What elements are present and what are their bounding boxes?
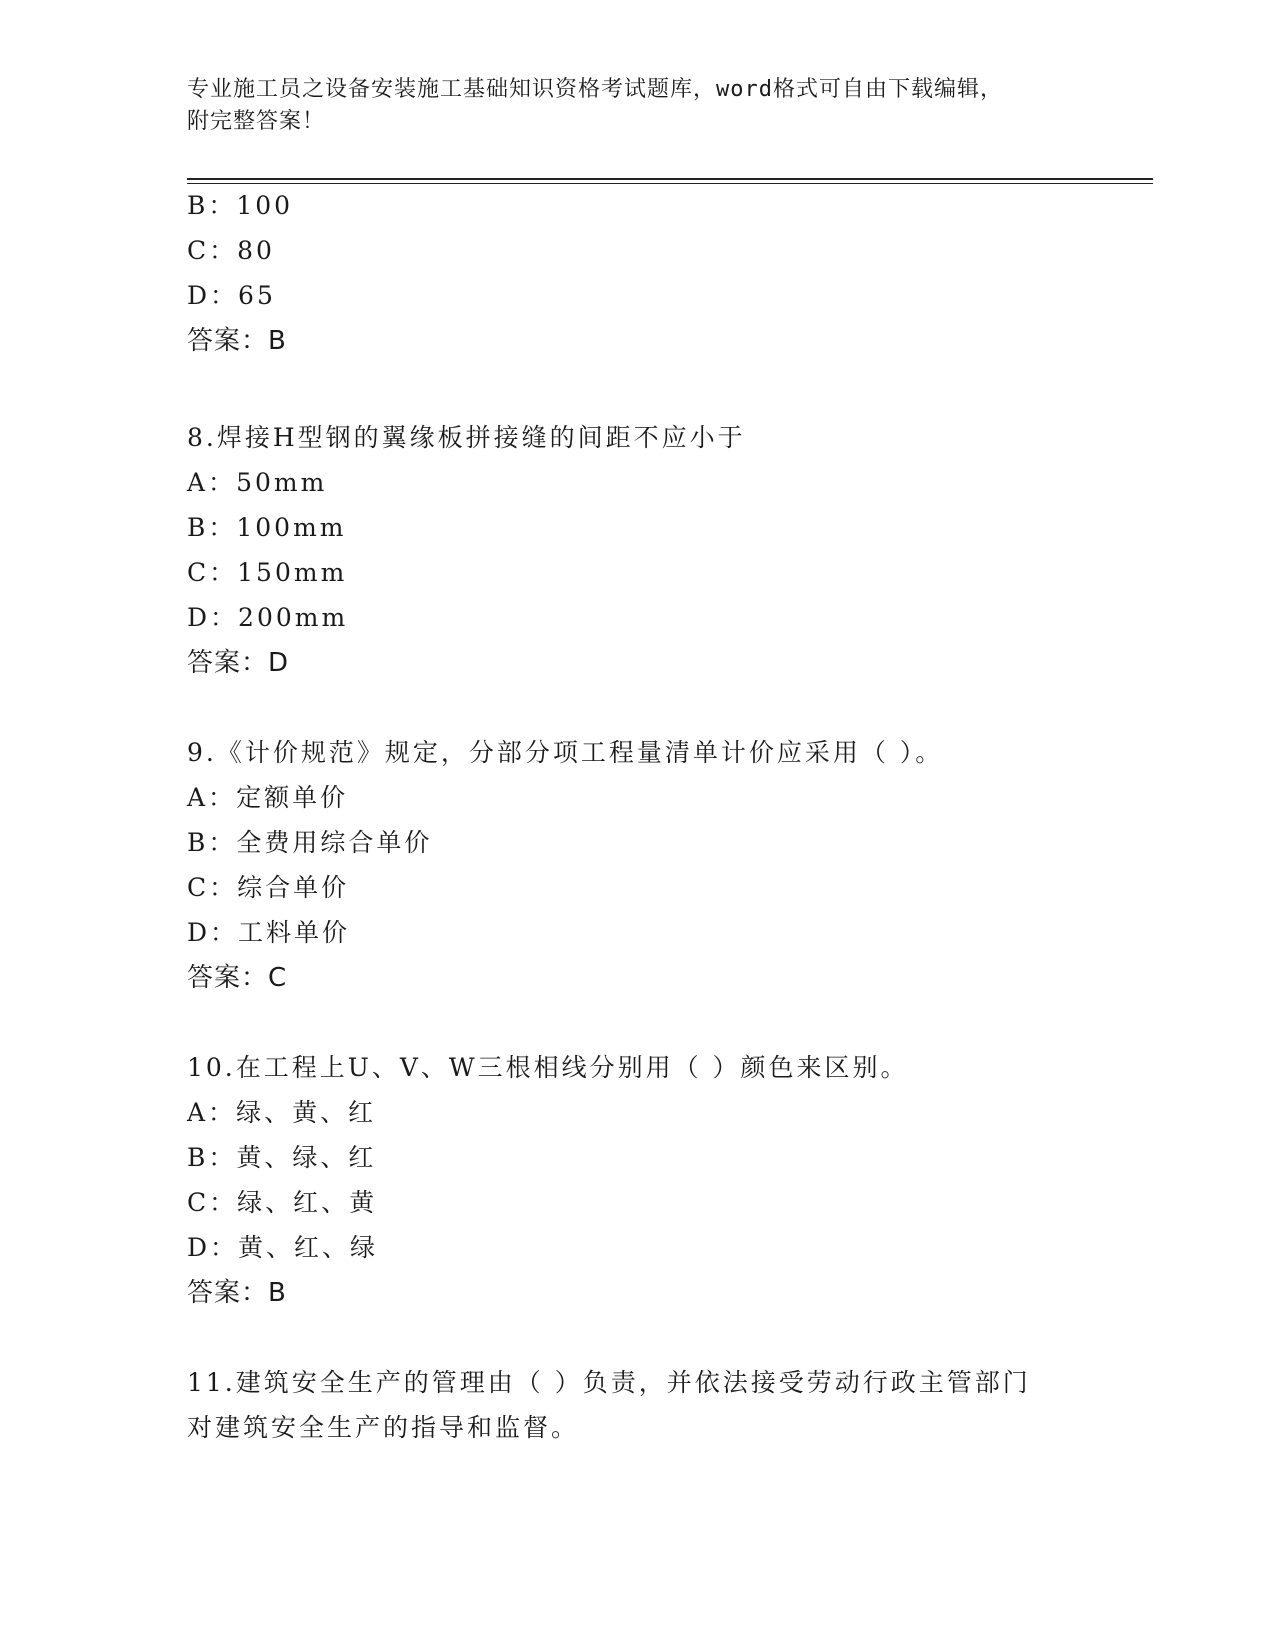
option-label: D： xyxy=(187,918,239,947)
q9-option-b xyxy=(187,823,432,859)
option-label: B： xyxy=(187,1143,237,1172)
option-label: C： xyxy=(187,558,238,587)
option-label: B： xyxy=(187,828,237,857)
option-label: A： xyxy=(187,468,237,497)
option-text: 全费用综合单价 xyxy=(236,828,433,857)
q8-option-b xyxy=(187,508,347,544)
option-label: D： xyxy=(187,603,239,632)
q9-option-d xyxy=(187,913,350,949)
option-text: 工料单价 xyxy=(238,918,351,947)
option-text: 100 xyxy=(236,191,294,220)
option-label: D： xyxy=(187,281,239,310)
q11-question-line-2: 对建筑安全生产的指导和监督。 xyxy=(187,1413,580,1442)
option-label: C： xyxy=(187,1188,238,1217)
option-text: 65 xyxy=(238,281,276,310)
option-text: 黄、红、绿 xyxy=(238,1233,379,1262)
option-text: 150mm xyxy=(237,558,348,587)
option-text: 绿、黄、红 xyxy=(236,1098,377,1127)
option-text: 50mm xyxy=(236,468,328,497)
q7-option-c xyxy=(187,231,275,267)
q7-answer: 答案：B xyxy=(187,326,287,356)
option-label: C： xyxy=(187,236,238,265)
option-text: 综合单价 xyxy=(237,873,350,902)
q7-option-b xyxy=(187,186,293,222)
option-label: A： xyxy=(187,783,237,812)
q8-option-c xyxy=(187,553,347,589)
header-divider-thin xyxy=(187,183,1153,184)
header-line-2: 附完整答案！ xyxy=(187,109,326,134)
option-text: 绿、红、黄 xyxy=(237,1188,378,1217)
q10-answer: 答案：B xyxy=(187,1278,287,1308)
option-label: C： xyxy=(187,873,238,902)
option-label: D： xyxy=(187,1233,239,1262)
q10-option-b xyxy=(187,1138,376,1174)
option-text: 80 xyxy=(237,236,275,265)
q9-question: 9.《计价规范》规定，分部分项工程量清单计价应采用（ ）。 xyxy=(187,738,944,767)
option-text: 200mm xyxy=(238,603,349,632)
q8-option-a xyxy=(187,463,327,499)
q8-question: 8.焊接H型钢的翼缘板拼接缝的间距不应小于 xyxy=(187,423,746,452)
header-line-1: 专业施工员之设备安装施工基础知识资格考试题库，word格式可自由下载编辑， xyxy=(187,77,1003,102)
option-text: 100mm xyxy=(236,513,347,542)
document-header xyxy=(187,74,1087,138)
option-label: A： xyxy=(187,1098,237,1127)
q8-answer: 答案：D xyxy=(187,648,290,678)
q9-answer: 答案：C xyxy=(187,963,288,993)
q10-question: 10.在工程上U、V、W三根相线分别用（ ）颜色来区别。 xyxy=(187,1053,909,1082)
q11-question-line-1: 11.建筑安全生产的管理由（ ）负责，并依法接受劳动行政主管部门 xyxy=(187,1368,1031,1397)
option-text: 定额单价 xyxy=(236,783,349,812)
option-text: 黄、绿、红 xyxy=(236,1143,377,1172)
q9-option-c xyxy=(187,868,349,904)
q8-option-d xyxy=(187,598,348,634)
option-label: B： xyxy=(187,191,237,220)
q7-option-d xyxy=(187,276,276,312)
q10-option-a xyxy=(187,1093,376,1129)
q10-option-d xyxy=(187,1228,378,1264)
header-divider-thick xyxy=(187,178,1153,180)
option-label: B： xyxy=(187,513,237,542)
q10-option-c xyxy=(187,1183,377,1219)
q9-option-a xyxy=(187,778,348,814)
